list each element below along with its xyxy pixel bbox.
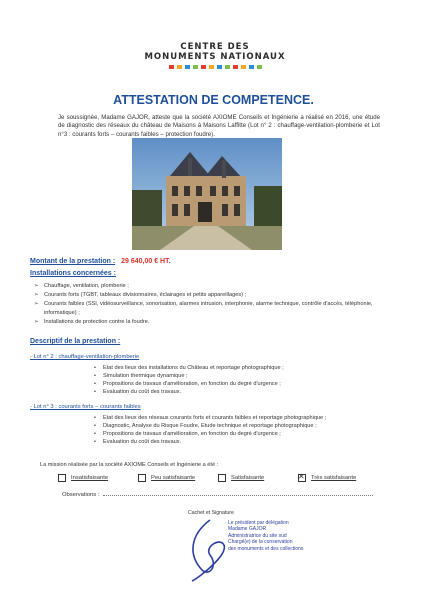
logo-line-2: MONUMENTS NATIONAUX [144,52,286,62]
price-line [30,258,171,265]
list-item: • Evaluation du coût des travaux. [94,388,384,396]
logo-flag-icon [193,65,198,69]
observations-label: Observations : [62,492,100,498]
list-item: • Simulation thermique dynamique ; [94,372,384,380]
rating-tres-satisfaisante[interactable]: ✕ Très satisfaisante [298,474,378,482]
stamp-line: Madame GAJOR [228,526,267,533]
description-heading: Descriptif de la prestation : [30,338,121,345]
installations-heading: Installations concernées : [30,270,116,277]
official-stamp [228,520,348,552]
observations-field[interactable] [103,495,373,496]
list-item: ➢ Chauffage, ventilation, plomberie ; [34,282,374,291]
checkbox[interactable] [138,474,146,482]
price-value: 29 640,00 € HT. [121,258,171,265]
list-item: • Etat des lieux des installations du Château et reportage photographique ; [94,364,384,372]
rating-insatisfaisante[interactable]: Insatisfaisante [58,474,138,482]
logo-flag-icon [217,65,222,69]
checkbox-checked[interactable] [298,474,306,482]
list-item: • Propositions de travaux d'amélioration, en fonction du degré d'urgence ; [94,380,384,388]
rating-peu-satisfaisante[interactable]: Peu satisfaisante [138,474,218,482]
checkbox[interactable] [218,474,226,482]
stamp-line: des monuments et des collections [228,545,304,552]
logo-line-1: CENTRE DES [180,42,250,52]
observations-line [62,492,373,498]
checkbox[interactable] [58,474,66,482]
cachet-label: Cachet et Signature [188,510,234,516]
mission-text: La mission réalisée par la société AXIOME Conseils et Ingénierie a été : [40,462,219,468]
logo-flag-icon [241,65,246,69]
logo-flag-icon [225,65,230,69]
lot-2-label: - Lot n° 2 : chauffage-ventilation-plomberie [30,354,140,360]
rating-options [58,474,378,482]
stamp-line: Chargé(e) de la conservation [228,539,293,546]
logo-flag-icon [185,65,190,69]
list-item: ➢ Installations de protection contre la foudre. [34,318,374,327]
cmn-logo [140,42,290,69]
logo-flags [140,65,290,69]
logo-flag-icon [169,65,174,69]
logo-flag-icon [209,65,214,69]
list-item: • Propositions de travaux d'amélioration, en fonction du degré d'urgence ; [94,430,384,438]
price-label: Montant de la prestation : [30,258,116,265]
page-title: ATTESTATION DE COMPETENCE. [113,93,314,107]
list-item: • Etat des lieux des réseaux courants forts et courants faibles et reportage photographique ; [94,414,384,422]
list-item: • Diagnostic, Analyse du Risque Foudre, Etude technique et reportage photographique ; [94,422,384,430]
logo-flag-icon [201,65,206,69]
logo-flag-icon [177,65,182,69]
lot-3-list [94,414,384,446]
installations-list [34,282,374,327]
list-item: ➢ Courants faibles (SSI, vidéosurveillance, sonorisation, alarmes intrusion, interphonie, alarme technique, contrôle d'accès, téléphonie, informatique) ; [34,300,374,318]
list-item: ➢ Courants forts (TGBT, tableaux divisionnaires, éclairages et petits appareillages) ; [34,291,374,300]
lot-3-label: - Lot n° 3 : courants forts – courants faibles [30,404,141,410]
intro-paragraph: Je soussignée, Madame GAJOR, atteste que la société AXIOME Conseils et Ingénierie a réalisé en 2016, une étude de diagnostic des réseaux du château de Maisons à Maisons Laffitte (Lot n° 2 : chauffage-ventilation-plomberie et Lot n°3 : courants forts – courants faibles – protection foudre). [58,114,380,138]
rating-satisfaisante[interactable]: Satisfaisante [218,474,298,482]
lot-2-list [94,364,384,396]
logo-flag-icon [257,65,262,69]
list-item: • Evaluation du coût des travaux. [94,438,384,446]
logo-flag-icon [233,65,238,69]
stamp-line: Le président par délégation [228,520,289,526]
logo-flag-icon [249,65,254,69]
stamp-line: Administratrice du site sud [228,532,287,539]
chateau-photo [132,138,282,250]
